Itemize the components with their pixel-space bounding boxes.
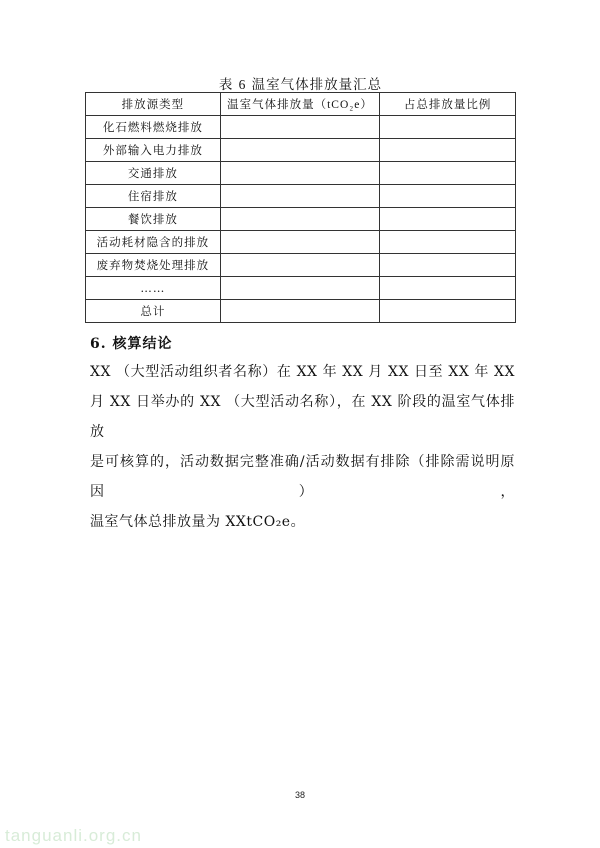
watermark: tanguanli.org.cn (5, 826, 142, 845)
table-row (86, 139, 516, 162)
row-label: 总计 (86, 300, 221, 323)
caption-prefix: 表 (218, 77, 234, 93)
table-row (86, 162, 516, 185)
row-share-cell (380, 277, 516, 300)
row-label: 外部输入电力排放 (86, 139, 221, 162)
paragraph-line: 是可核算的，活动数据完整准确/活动数据有排除（排除需说明原因）， (90, 454, 515, 500)
conclusion-paragraph (90, 357, 515, 537)
header-emissions-unit: tCO₂e (327, 99, 361, 111)
row-share-cell (380, 162, 516, 185)
row-label: 活动耗材隐含的排放 (86, 231, 221, 254)
row-emissions-cell (220, 300, 380, 323)
caption-number: 6 (238, 77, 247, 92)
row-share-cell (380, 208, 516, 231)
table-row-total (86, 300, 516, 323)
header-emissions-close: ） (360, 97, 373, 111)
table-row (86, 208, 516, 231)
row-label: 住宿排放 (86, 185, 221, 208)
row-share-cell (380, 231, 516, 254)
row-emissions-cell (220, 231, 380, 254)
header-share: 占总排放量比例 (380, 93, 516, 116)
row-share-cell (380, 116, 516, 139)
table-row (86, 254, 516, 277)
header-emissions (220, 93, 380, 116)
row-emissions-cell (220, 277, 380, 300)
paragraph-line: 月 XX 日举办的 XX （大型活动名称），在 XX 阶段的温室气体排放 (90, 394, 515, 440)
header-source-type: 排放源类型 (86, 93, 221, 116)
row-share-cell (380, 300, 516, 323)
table-row (86, 116, 516, 139)
row-emissions-cell (220, 254, 380, 277)
table-row (86, 277, 516, 300)
table-row (86, 185, 516, 208)
row-share-cell (380, 185, 516, 208)
caption-title: 温室气体排放量汇总 (251, 77, 383, 93)
row-emissions-cell (220, 116, 380, 139)
section-heading: 6. 核算结论 (90, 336, 173, 352)
paragraph-line: XX （大型活动组织者名称）在 XX 年 XX 月 XX 日至 XX 年 XX (90, 364, 515, 380)
row-label: 化石燃料燃烧排放 (86, 116, 221, 139)
row-emissions-cell (220, 208, 380, 231)
table-header-row (86, 93, 516, 116)
row-share-cell (380, 254, 516, 277)
table-caption (85, 73, 516, 93)
row-label: 废弃物焚烧处理排放 (86, 254, 221, 277)
paragraph-line: 温室气体总排放量为 XXtCO₂e。 (90, 514, 306, 530)
row-label: 交通排放 (86, 162, 221, 185)
row-label: 餐饮排放 (86, 208, 221, 231)
row-emissions-cell (220, 139, 380, 162)
row-label: …… (86, 277, 221, 300)
row-emissions-cell (220, 185, 380, 208)
page-number: 38 (294, 790, 305, 800)
row-emissions-cell (220, 162, 380, 185)
table-row (86, 231, 516, 254)
emissions-summary-table (85, 92, 516, 323)
header-emissions-label: 温室气体排放量（ (227, 97, 328, 111)
row-share-cell (380, 139, 516, 162)
